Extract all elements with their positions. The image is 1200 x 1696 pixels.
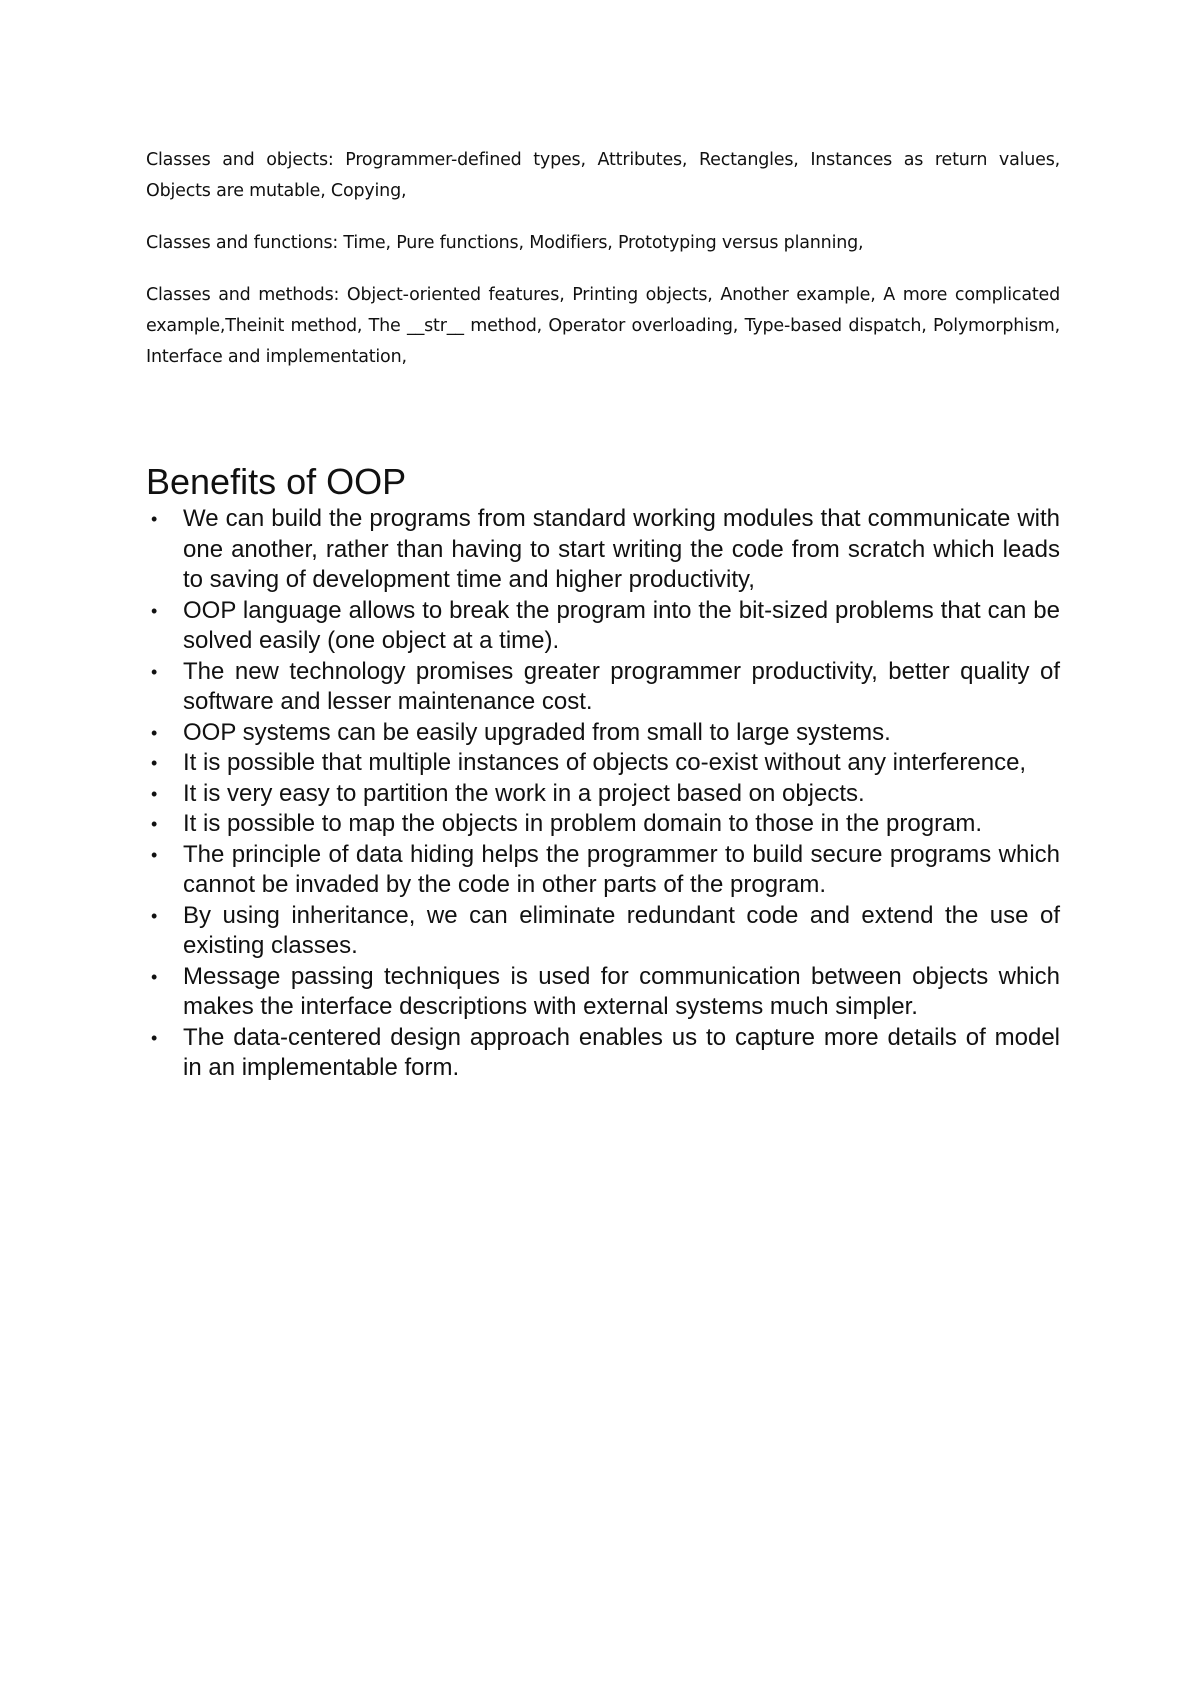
list-item-text: The new technology promises greater programmer productivity, better quality of software and lesser maintenance cost.	[183, 657, 1060, 715]
bullet-icon: •	[151, 722, 158, 743]
list-item-text: It is very easy to partition the work in a project based on objects.	[183, 779, 865, 807]
list-item-text: It is possible that multiple instances of objects co-exist without any interference,	[183, 749, 1027, 776]
list-item-text: The data-centered design approach enables us to capture more details of model in an implementable form.	[183, 1023, 1060, 1081]
list-item-text: We can build the programs from standard working modules that communicate with one another, rather than having to start writing the code from scratch which leads to saving of development time and higher productivity,	[183, 505, 1060, 593]
benefits-list	[146, 504, 1060, 1084]
list-item	[146, 840, 1060, 901]
paragraph-classes-and-functions: Classes and functions: Time, Pure functions, Modifiers, Prototyping versus planning,	[146, 233, 864, 253]
bullet-icon: •	[151, 753, 158, 773]
list-item	[146, 1023, 1060, 1084]
list-item-text: It is possible to map the objects in problem domain to those in the program.	[183, 810, 983, 837]
bullet-icon: •	[151, 783, 158, 804]
list-item	[146, 596, 1060, 657]
list-item	[146, 962, 1060, 1023]
paragraph-classes-and-objects: Classes and objects: Programmer-defined types, Attributes, Rectangles, Instances as return values, Objects are mutable, Copying,	[146, 150, 1060, 201]
list-item-text: By using inheritance, we can eliminate redundant code and extend the use of existing classes.	[183, 901, 1060, 959]
list-item	[146, 657, 1060, 718]
paragraph-classes-and-methods: Classes and methods: Object-oriented features, Printing objects, Another example, A more complicated example,Theinit method, The __str__ method, Operator overloading, Type-based dispatch, Polymorphism, Interface and implementation,	[146, 285, 1060, 367]
list-item	[146, 809, 1060, 840]
list-item-text: The principle of data hiding helps the programmer to build secure programs which cannot be invaded by the code in other parts of the program.	[183, 840, 1060, 898]
list-item	[146, 748, 1060, 779]
list-item-text: Message passing techniques is used for communication between objects which makes the interface descriptions with external systems much simpler.	[183, 962, 1060, 1020]
bullet-icon: •	[151, 509, 158, 529]
list-item-text: OOP systems can be easily upgraded from small to large systems.	[183, 718, 891, 746]
bullet-icon: •	[151, 814, 158, 834]
bullet-icon: •	[151, 844, 158, 865]
bullet-icon: •	[151, 600, 158, 621]
section-heading: Benefits of OOP	[146, 461, 407, 502]
bullet-icon: •	[151, 661, 158, 682]
list-item	[146, 779, 1060, 810]
list-item	[146, 718, 1060, 749]
bullet-icon: •	[151, 966, 158, 987]
list-item	[146, 901, 1060, 962]
list-item	[146, 504, 1060, 596]
list-item-text: OOP language allows to break the program into the bit-sized problems that can be solved easily (one object at a time).	[183, 596, 1060, 654]
document-body	[146, 145, 1060, 1084]
bullet-icon: •	[151, 905, 158, 926]
bullet-icon: •	[151, 1027, 158, 1048]
